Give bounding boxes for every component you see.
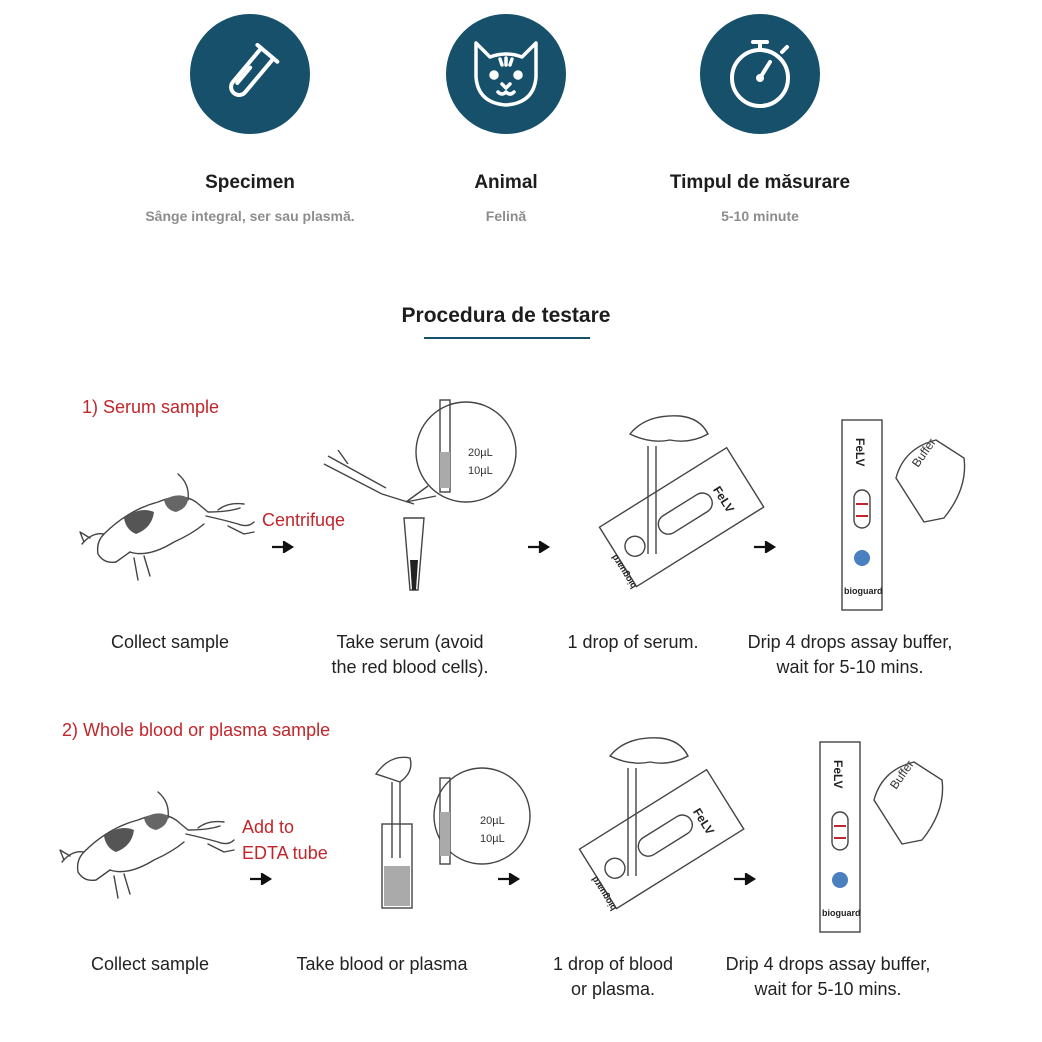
volume-10-label: 10µL [468, 465, 493, 477]
brand-label: bioguard [844, 586, 883, 596]
brand-label: bioguard [822, 908, 861, 918]
arrow-right-icon [250, 873, 276, 885]
procedure-title: Procedura de testare [401, 304, 611, 327]
feature-specimen [100, 14, 400, 224]
edta-label: Add to EDTA tube [242, 817, 328, 863]
step-caption: Collect sample [90, 954, 210, 974]
edta-tube-illustration [370, 738, 545, 913]
volume-20-label: 20µL [480, 815, 505, 827]
stopwatch-icon [700, 14, 820, 134]
arrow-right-icon [754, 541, 780, 553]
test-tube-icon [190, 14, 310, 134]
cat-face-icon [446, 14, 566, 134]
section1-label: 1) Serum sample [82, 397, 220, 417]
test-cassette-drop-illustration [570, 726, 750, 941]
centrifuge-label: Centrifuqe [262, 510, 346, 530]
step-caption: 1 drop of serum. [567, 632, 699, 652]
step-caption: Take blood or plasma [296, 954, 468, 974]
feature-title: Animal [474, 172, 538, 193]
feature-time [610, 14, 910, 224]
feature-subtitle: Felină [485, 208, 527, 224]
step-caption: Take serum (avoid the red blood cells). [331, 632, 489, 677]
brand-label: bioguard [609, 552, 639, 591]
arrow-right-icon [498, 873, 524, 885]
arrow-right-icon [528, 541, 554, 553]
test-cassette-drop-illustration [590, 404, 770, 619]
felv-label: FeLV [690, 805, 718, 838]
volume-20-label: 20µL [468, 447, 493, 459]
felv-label: FeLV [853, 438, 867, 467]
brand-label: bioguard [589, 874, 619, 913]
feature-subtitle: Sânge integral, ser sau plasmă. [145, 208, 355, 224]
feature-title: Specimen [205, 172, 295, 193]
felv-label: FeLV [831, 760, 845, 789]
cat-restrained-illustration [78, 472, 258, 592]
test-buffer-illustration [818, 740, 958, 936]
arrow-right-icon [272, 541, 298, 553]
buffer-label: Buffer [886, 757, 917, 792]
title-underline [424, 337, 590, 339]
cat-restrained-illustration [58, 790, 238, 910]
buffer-label: Buffer [908, 435, 939, 470]
section2-label: 2) Whole blood or plasma sample [62, 720, 331, 740]
pipette-serum-illustration [318, 390, 533, 605]
volume-10-label: 10µL [480, 833, 505, 845]
feature-subtitle: 5-10 minute [721, 208, 799, 224]
arrow-right-icon [734, 873, 760, 885]
step-caption: Drip 4 drops assay buffer, wait for 5-10 mins. [725, 954, 931, 999]
step-caption: Collect sample [110, 632, 230, 652]
test-buffer-illustration [840, 418, 980, 614]
felv-label: FeLV [710, 483, 738, 516]
feature-title: Timpul de măsurare [669, 172, 851, 193]
step-caption: Drip 4 drops assay buffer, wait for 5-10 mins. [747, 632, 953, 677]
step-caption: 1 drop of blood or plasma. [552, 954, 674, 999]
